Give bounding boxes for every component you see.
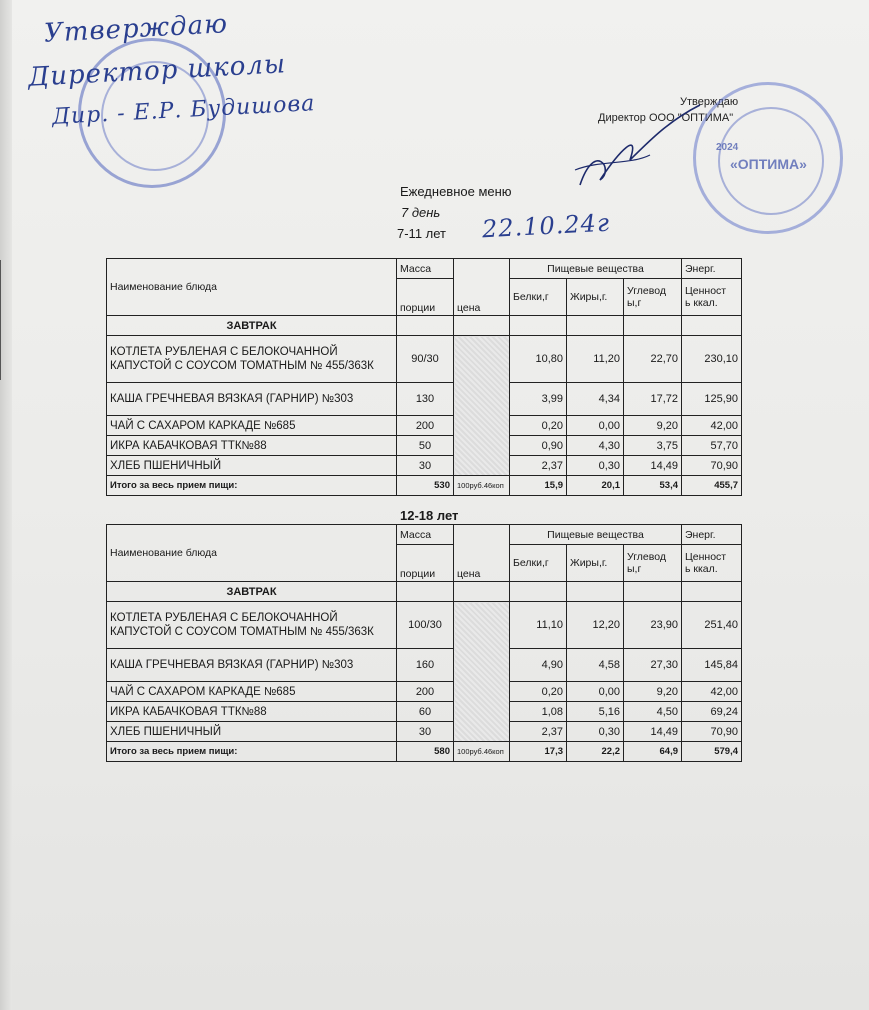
col-protein-header: Белки,г xyxy=(510,279,567,316)
total-carbs: 53,4 xyxy=(624,476,682,496)
dish-carbs: 9,20 xyxy=(624,682,682,702)
dish-carbs: 27,30 xyxy=(624,649,682,682)
col-nutrients-header: Пищевые вещества xyxy=(510,525,682,545)
dish-protein: 2,37 xyxy=(510,456,567,476)
table-row xyxy=(107,436,742,456)
total-protein: 17,3 xyxy=(510,742,567,762)
col-price-header xyxy=(454,259,510,316)
dish-mass: 130 xyxy=(397,383,454,416)
carbs-label-bottom: ы,г xyxy=(627,563,642,575)
dish-protein: 11,10 xyxy=(510,602,567,649)
paper-edge xyxy=(0,0,12,1010)
carbs-label-top: Углевод xyxy=(627,285,666,297)
dish-name: ХЛЕБ ПШЕНИЧНЫЙ xyxy=(107,722,397,742)
dish-carbs: 14,49 xyxy=(624,722,682,742)
dish-mass: 90/30 xyxy=(397,336,454,383)
dish-fat: 0,00 xyxy=(567,416,624,436)
col-carbs-header xyxy=(624,279,682,316)
dish-fat: 4,34 xyxy=(567,383,624,416)
dish-mass: 100/30 xyxy=(397,602,454,649)
approval-director: Директор ООО "ОПТИМА" xyxy=(598,112,734,124)
col-mass-header-top: Масса xyxy=(397,525,454,545)
dish-mass: 160 xyxy=(397,649,454,682)
menu-table-12-18 xyxy=(106,524,742,762)
dish-energy: 70,90 xyxy=(682,722,742,742)
col-nutrients-header: Пищевые вещества xyxy=(510,259,682,279)
table-row xyxy=(107,456,742,476)
margin-mark xyxy=(0,260,5,380)
section-breakfast: ЗАВТРАК xyxy=(107,316,397,336)
dish-name: КОТЛЕТА РУБЛЕНАЯ С БЕЛОКОЧАННОЙ КАПУСТОЙ С СОУСОМ ТОМАТНЫМ № 455/363К xyxy=(107,336,397,383)
dish-energy: 69,24 xyxy=(682,702,742,722)
dish-carbs: 3,75 xyxy=(624,436,682,456)
dish-name: ХЛЕБ ПШЕНИЧНЫЙ xyxy=(107,456,397,476)
total-label: Итого за весь прием пищи: xyxy=(107,476,397,496)
energy-label-bottom: ь ккал. xyxy=(685,297,718,309)
dish-protein: 10,80 xyxy=(510,336,567,383)
dish-protein: 1,08 xyxy=(510,702,567,722)
total-mass: 580 xyxy=(397,742,454,762)
total-fat: 20,1 xyxy=(567,476,624,496)
col-mass-header-top: Масса xyxy=(397,259,454,279)
director-signature xyxy=(560,100,710,200)
dish-protein: 4,90 xyxy=(510,649,567,682)
dish-name: КАША ГРЕЧНЕВАЯ ВЯЗКАЯ (ГАРНИР) №303 xyxy=(107,649,397,682)
dish-protein: 0,20 xyxy=(510,416,567,436)
table-row xyxy=(107,702,742,722)
dish-name: ИКРА КАБАЧКОВАЯ ТТК№88 xyxy=(107,702,397,722)
dish-fat: 5,16 xyxy=(567,702,624,722)
dish-protein: 0,90 xyxy=(510,436,567,456)
handwritten-approval-line-2: Директор школы xyxy=(27,49,287,93)
dish-carbs: 4,50 xyxy=(624,702,682,722)
total-row xyxy=(107,476,742,496)
price-cell-blurred xyxy=(454,336,510,476)
dish-energy: 42,00 xyxy=(682,682,742,702)
total-price: 100руб.46коп xyxy=(454,476,510,496)
dish-fat: 4,30 xyxy=(567,436,624,456)
total-fat: 22,2 xyxy=(567,742,624,762)
price-cell-blurred xyxy=(454,602,510,742)
dish-mass: 30 xyxy=(397,722,454,742)
dish-energy: 230,10 xyxy=(682,336,742,383)
total-label: Итого за весь прием пищи: xyxy=(107,742,397,762)
col-energy-header xyxy=(682,545,742,582)
handwritten-approval-line-1: Утверждаю xyxy=(43,9,229,49)
energy-label-bottom: ь ккал. xyxy=(685,563,718,575)
table-row xyxy=(107,682,742,702)
col-fat-header: Жиры,г. xyxy=(567,279,624,316)
table-row xyxy=(107,722,742,742)
handwritten-approval-line-3: Дир. - Е.Р. Будишова xyxy=(51,91,316,130)
dish-name: ЧАЙ С САХАРОМ КАРКАДЕ №685 xyxy=(107,682,397,702)
total-row xyxy=(107,742,742,762)
total-mass: 530 xyxy=(397,476,454,496)
dish-fat: 11,20 xyxy=(567,336,624,383)
age-group-2: 12-18 лет xyxy=(400,508,459,523)
dish-name: ЧАЙ С САХАРОМ КАРКАДЕ №685 xyxy=(107,416,397,436)
col-price-label: цена xyxy=(457,568,481,580)
col-mass-header-bottom: порции xyxy=(397,545,454,582)
dish-energy: 57,70 xyxy=(682,436,742,456)
menu-title: Ежедневное меню xyxy=(400,184,512,199)
dish-name: КАША ГРЕЧНЕВАЯ ВЯЗКАЯ (ГАРНИР) №303 xyxy=(107,383,397,416)
section-breakfast: ЗАВТРАК xyxy=(107,582,397,602)
total-energy: 455,7 xyxy=(682,476,742,496)
dish-mass: 200 xyxy=(397,416,454,436)
dish-energy: 70,90 xyxy=(682,456,742,476)
dish-protein: 0,20 xyxy=(510,682,567,702)
table-row xyxy=(107,649,742,682)
col-energy-header-top: Энерг. xyxy=(682,525,742,545)
dish-protein: 2,37 xyxy=(510,722,567,742)
col-dish-header: Наименование блюда xyxy=(107,259,397,316)
dish-carbs: 9,20 xyxy=(624,416,682,436)
dish-name: ИКРА КАБАЧКОВАЯ ТТК№88 xyxy=(107,436,397,456)
total-carbs: 64,9 xyxy=(624,742,682,762)
handwritten-date: 22.10.24г xyxy=(481,208,611,244)
dish-fat: 0,30 xyxy=(567,722,624,742)
energy-label-mid: Ценност xyxy=(685,551,727,563)
carbs-label-bottom: ы,г xyxy=(627,297,642,309)
dish-protein: 3,99 xyxy=(510,383,567,416)
dish-mass: 60 xyxy=(397,702,454,722)
age-group-1: 7-11 лет xyxy=(397,226,447,241)
table-row xyxy=(107,416,742,436)
dish-fat: 4,58 xyxy=(567,649,624,682)
table-row xyxy=(107,336,742,383)
menu-day: 7 день xyxy=(401,205,441,220)
table-row xyxy=(107,602,742,649)
dish-mass: 50 xyxy=(397,436,454,456)
dish-energy: 251,40 xyxy=(682,602,742,649)
dish-carbs: 22,70 xyxy=(624,336,682,383)
col-protein-header: Белки,г xyxy=(510,545,567,582)
dish-name: КОТЛЕТА РУБЛЕНАЯ С БЕЛОКОЧАННОЙ КАПУСТОЙ С СОУСОМ ТОМАТНЫМ № 455/363К xyxy=(107,602,397,649)
col-mass-header-bottom: порции xyxy=(397,279,454,316)
approval-label: Утверждаю xyxy=(680,96,739,108)
energy-label-mid: Ценност xyxy=(685,285,727,297)
col-price-header xyxy=(454,525,510,582)
dish-mass: 200 xyxy=(397,682,454,702)
total-protein: 15,9 xyxy=(510,476,567,496)
col-energy-header xyxy=(682,279,742,316)
total-energy: 579,4 xyxy=(682,742,742,762)
dish-fat: 12,20 xyxy=(567,602,624,649)
menu-table-7-11 xyxy=(106,258,742,496)
dish-energy: 42,00 xyxy=(682,416,742,436)
dish-energy: 125,90 xyxy=(682,383,742,416)
dish-carbs: 17,72 xyxy=(624,383,682,416)
col-fat-header: Жиры,г. xyxy=(567,545,624,582)
dish-carbs: 14,49 xyxy=(624,456,682,476)
dish-energy: 145,84 xyxy=(682,649,742,682)
table-row xyxy=(107,383,742,416)
carbs-label-top: Углевод xyxy=(627,551,666,563)
col-energy-header-top: Энерг. xyxy=(682,259,742,279)
dish-mass: 30 xyxy=(397,456,454,476)
col-carbs-header xyxy=(624,545,682,582)
dish-carbs: 23,90 xyxy=(624,602,682,649)
dish-fat: 0,00 xyxy=(567,682,624,702)
company-stamp-name: «ОПТИМА» xyxy=(730,156,807,172)
dish-fat: 0,30 xyxy=(567,456,624,476)
company-stamp-year: 2024 xyxy=(716,142,739,153)
col-price-label: цена xyxy=(457,302,481,314)
col-dish-header: Наименование блюда xyxy=(107,525,397,582)
total-price: 100руб.46коп xyxy=(454,742,510,762)
